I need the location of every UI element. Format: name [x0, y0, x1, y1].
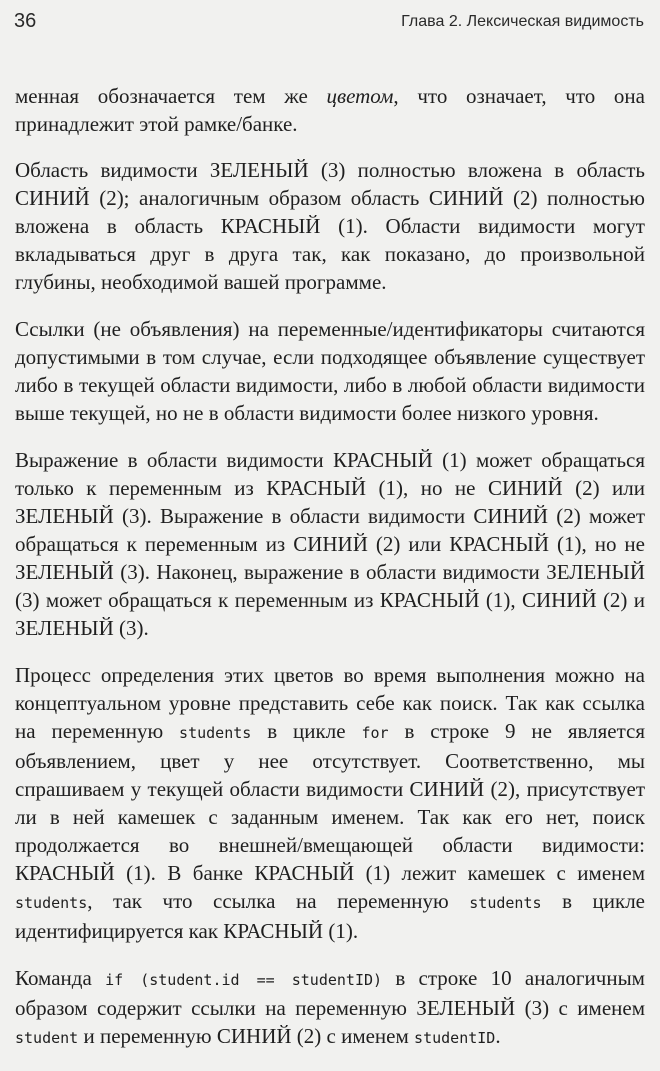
inline-code-if-statement: if (student.id == studentID) — [105, 971, 383, 989]
paragraph-1-emphasis: цветом — [326, 84, 394, 108]
paragraph-3: Ссылки (не объявления) на переменные/идентификаторы считаются допустимыми в том случае, если подходящее объявление существует либо в текущей области видимости, либо в любой области видимости выше текущей, но не в области видимости более низкого уровня. — [15, 317, 645, 425]
paragraph-6-text-c: и переменную СИНИЙ (2) с именем — [78, 1024, 415, 1048]
paragraph-6 — [15, 964, 645, 1052]
inline-code-for: for — [361, 724, 389, 742]
inline-code-students: students — [15, 894, 88, 912]
inline-code-student: student — [15, 1029, 79, 1047]
paragraph-6-text-a: Команда — [15, 966, 106, 990]
page-number: 36 — [14, 10, 37, 32]
paragraph-1 — [15, 82, 645, 138]
paragraph-5-text-d: , так что ссылка на переменную — [87, 889, 470, 913]
inline-code-studentID: studentID — [414, 1029, 496, 1047]
paragraph-5-text-c: в строке 9 не является объявлением, цвет у нее отсутствует. Соответственно, мы спрашиваем у текущей области видимости СИНИЙ (2), присутствует ли в ней камешек с заданным именем. Так как его нет, поиск продолжается во внешней/вмещающей области видимости: КРАСНЫЙ (1). В банке КРАСНЫЙ (1) лежит камешек с именем — [15, 719, 645, 885]
paragraph-2: Область видимости ЗЕЛЕНЫЙ (3) полностью вложена в область СИНИЙ (2); аналогичным образом область СИНИЙ (2) полностью вложена в область КРАСНЫЙ (1). Области видимости могут вкладываться друг в друга так, как показано, до произвольной глубины, необходимой вашей программе. — [15, 158, 645, 294]
paragraph-4: Выражение в области видимости КРАСНЫЙ (1) может обращаться только к переменным из КРАСНЫЙ (1), но не СИНИЙ (2) или ЗЕЛЕНЫЙ (3). Выражение в области видимости СИНИЙ (2) может обращаться к переменным из СИНИЙ (2) или КРАСНЫЙ (1), но не ЗЕЛЕНЫЙ (3). Наконец, выражение в области видимости ЗЕЛЕНЫЙ (3) может обращаться к переменным из КРАСНЫЙ (1), СИНИЙ (2) и ЗЕЛЕНЫЙ (3). — [15, 448, 645, 640]
paragraph-5-text-e: в цикле идентифицируется как КРАСНЫЙ (1). — [15, 889, 645, 943]
paragraph-5-text-b: в цикле — [251, 719, 362, 743]
paragraph-1-text-b: , что означает, что она принадлежит этой рамке/банке. — [15, 84, 645, 136]
paragraph-5-text-a: Процесс определения этих цветов во время выполнения можно на концептуальном уровне представить себе как поиск. Так как ссылка на переменную — [15, 663, 645, 743]
inline-code-students: students — [469, 894, 542, 912]
running-header: Глава 2. Лексическая видимость — [401, 13, 644, 30]
paragraph-5 — [15, 661, 645, 945]
paragraph-1-text-a: менная обозначается тем же — [15, 84, 327, 108]
paragraph-6-text-d: . — [495, 1024, 501, 1048]
page-body — [15, 82, 645, 1071]
paragraph-6-text-b: в строке 10 аналогичным образом содержит ссылки на переменную ЗЕЛЕНЫЙ (3) с именем — [15, 966, 645, 1020]
inline-code-students: students — [179, 724, 252, 742]
